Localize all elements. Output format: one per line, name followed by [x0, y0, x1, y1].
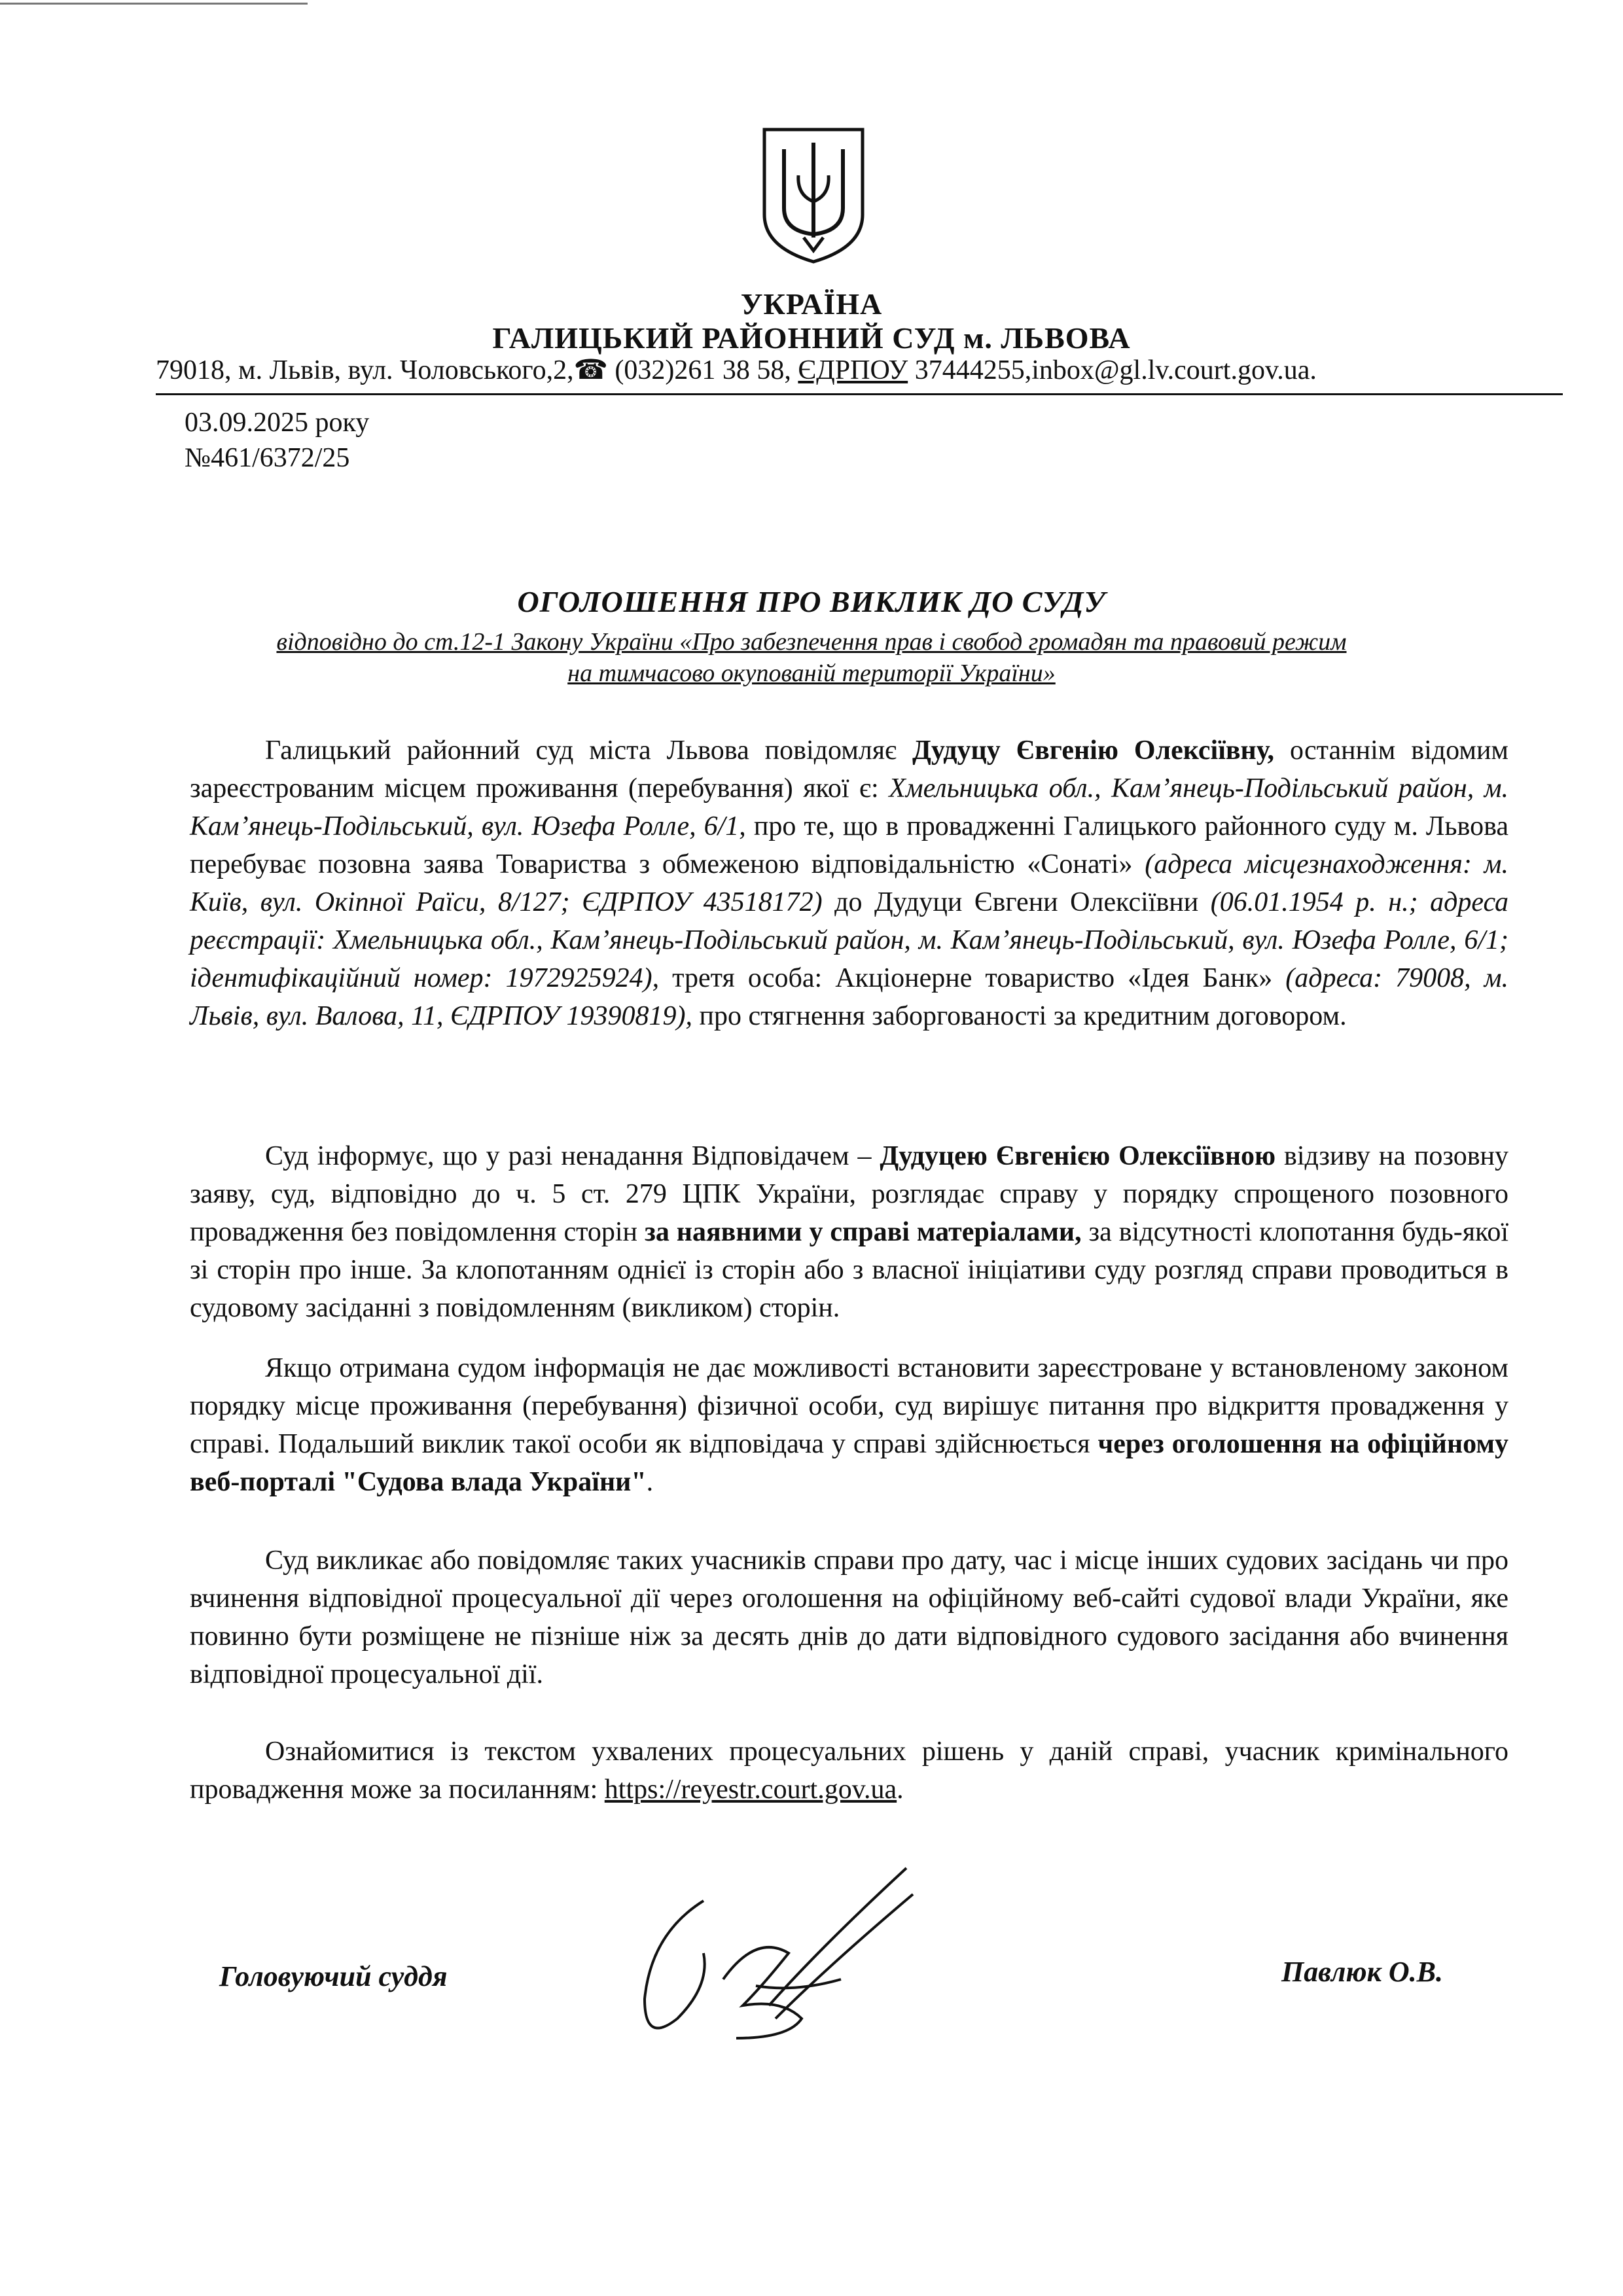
text-run: відзиву на позовну заяву, суд, відповідно до ч. 5 ст. 279 ЦПК України, розглядає справу у порядку спрощеного позовного провадження без повідомлення сторін [190, 1141, 1509, 1247]
text-run: останнім відомим зареєстрованим місцем проживання (перебування) якої є: [190, 735, 1509, 804]
document-subtitle [190, 626, 1433, 689]
text-run: за відсутності клопотання будь-якої зі сторін про інше. За клопотанням однієї із сторін або з власної ініціативи суду розгляд справи проводиться в судовому засіданні з повідомленням (викликом) сторін. [190, 1217, 1508, 1323]
document-date: 03.09.2025 року [185, 408, 370, 438]
scan-edge-line [0, 3, 308, 5]
plaintiff-details: (адреса місцезнаходження: м. Київ, вул. Окіпної Раїси, 8/127; ЄДРПОУ 43518172) [190, 849, 1508, 917]
court-heading: ГАЛИЦЬКИЙ РАЙОННИЙ СУД м. ЛЬВОВА [492, 321, 1131, 355]
text-run: . [646, 1467, 654, 1497]
judge-name: Павлюк О.В. [1281, 1956, 1444, 1988]
defendant-details: (06.01.1954 р. н.; адреса реєстрації: Хмельницька обл., Кам’янець-Подільський район, м. Кам’янець-Подільський, вул. Юзефа Ролле, 6/1; ідентифікаційний номер: 1972925924), [190, 887, 1509, 993]
defendant-address: Хмельницька обл., Кам’янець-Подільський район, м. Кам’янець-Подільський, вул. Юзефа Ролле, 6/1, [190, 773, 1509, 841]
registry-link[interactable]: https://reyestr.court.gov.ua [604, 1775, 897, 1805]
paragraph-court-informs [190, 1137, 1508, 1327]
bold-phrase: через оголошення на офіційному веб-порталі "Судова влада України" [190, 1429, 1508, 1497]
text-run: до Дудуци Євгени Олексіївни [822, 887, 1211, 917]
third-party-details: (адреса: 79008, м. Львів, вул. Валова, 11, ЄДРПОУ 19390819), [190, 963, 1509, 1031]
paragraph-residence [190, 1349, 1508, 1501]
court-contacts [156, 353, 1550, 386]
edrpou-email: 37444255,inbox@gl.lv.court.gov.ua. [914, 355, 1317, 385]
edrpou-label: ЄДРПОУ [798, 355, 908, 385]
case-number: №461/6372/25 [185, 443, 350, 473]
defendant-name: Дудуцу Євгенію Олексіївну, [912, 735, 1275, 766]
text-run: третя особа: Акціонерне товариство «Ідея Банк» [659, 963, 1286, 993]
bold-phrase: за наявними у справі матеріалами, [644, 1217, 1082, 1247]
defendant-name: Дудуцею Євгенією Олексіївною [880, 1141, 1276, 1171]
text-run: про стягнення заборгованості за кредитним договором. [692, 1001, 1347, 1031]
document-title: ОГОЛОШЕННЯ ПРО ВИКЛИК ДО СУДУ [517, 585, 1106, 618]
signatory-role: Головуючий суддя [219, 1960, 448, 1992]
trident-coat-of-arms-icon [758, 123, 869, 267]
text-run: . [897, 1775, 904, 1805]
court-address: 79018, м. Львів, вул. Чоловського,2, [156, 355, 574, 385]
court-phone: (032)261 38 58, [615, 355, 791, 385]
text-run: Галицький районний суд міста Львова повідомляє [265, 735, 913, 766]
subtitle-line: на тимчасово окупованій території України» [567, 660, 1056, 687]
handwritten-signature [625, 1855, 939, 2071]
header-divider [156, 393, 1563, 395]
paragraph-summons: Суд викликає або повідомляє таких учасників справи про дату, час і місце інших судових засідань чи про вчинення відповідної процесуальної дії через оголошення на офіційному веб-сайті судової влади України, яке повинно бути розміщене не пізніше ніж за десять днів до дати відповідного судового засідання або вчинення відповідної процесуальної дії. [190, 1545, 1508, 1689]
paragraph-registry [190, 1733, 1508, 1809]
text-run: Суд інформує, що у разі ненадання Відповідачем – [265, 1141, 880, 1171]
paragraph-notice [190, 732, 1508, 1035]
country-heading: УКРАЇНА [740, 287, 883, 321]
text-run: Якщо отримана судом інформація не дає можливості встановити зареєстроване у встановленому законом порядку місце проживання (перебування) фізичної особи, суд вирішує питання про відкриття провадження у справі. Подальший виклик такої особи як відповідача у справі здійснюється [190, 1353, 1508, 1459]
text-run: про те, що в провадженні Галицького районного суду м. Львова перебуває позовна заява Товариства з обмеженою відповідальністю «Сонаті» [190, 811, 1508, 879]
text-run: Ознайомитися із текстом ухвалених процесуальних рішень у даній справі, учасник кримінального провадження може за посиланням: [190, 1737, 1508, 1805]
phone-icon: ☎ [573, 355, 608, 385]
subtitle-line: відповідно до ст.12-1 Закону України «Про забезпечення прав і свобод громадян та правовий режим [276, 628, 1347, 656]
